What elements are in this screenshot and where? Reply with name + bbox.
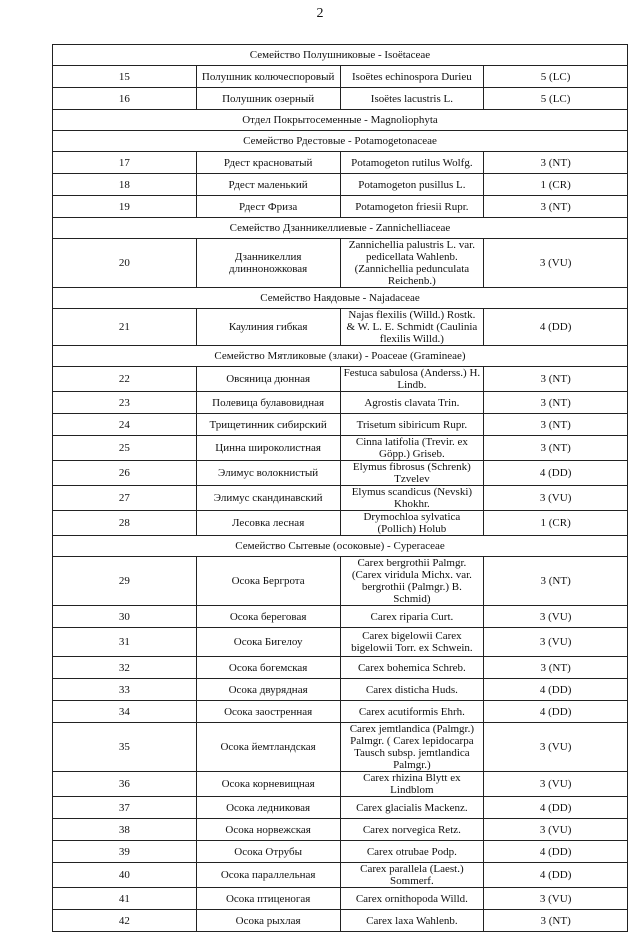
table-row	[53, 628, 628, 657]
table-row	[53, 486, 628, 511]
latin-name: Potamogeton friesii Rupr.	[340, 196, 484, 218]
russian-name: Лесовка лесная	[196, 511, 340, 536]
russian-name: Полевица булавовидная	[196, 392, 340, 414]
category: 3 (NT)	[484, 196, 628, 218]
table-row	[53, 701, 628, 723]
table-row	[53, 461, 628, 486]
row-number: 25	[53, 436, 197, 461]
section-header-row	[53, 110, 628, 131]
section-header-row	[53, 288, 628, 309]
category: 4 (DD)	[484, 679, 628, 701]
row-number: 29	[53, 557, 197, 606]
russian-name: Осока параллельная	[196, 863, 340, 888]
category: 3 (VU)	[484, 239, 628, 288]
section-header-row	[53, 536, 628, 557]
category: 3 (NT)	[484, 557, 628, 606]
latin-name: Zannichellia palustris L. var. pedicellata Wahlenb. (Zannichellia pedunculata Reichenb.)	[340, 239, 484, 288]
row-number: 34	[53, 701, 197, 723]
category: 3 (VU)	[484, 772, 628, 797]
section-title: Семейство Мятликовые (злаки) - Poaceae (Gramineae)	[53, 346, 628, 367]
section-title: Отдел Покрытосеменные - Magnoliophyta	[53, 110, 628, 131]
row-number: 33	[53, 679, 197, 701]
category: 3 (VU)	[484, 606, 628, 628]
russian-name: Рдест красноватый	[196, 152, 340, 174]
russian-name: Осока норвежская	[196, 819, 340, 841]
russian-name: Цинна широколистная	[196, 436, 340, 461]
russian-name: Осока Бергрота	[196, 557, 340, 606]
row-number: 38	[53, 819, 197, 841]
russian-name: Осока ледниковая	[196, 797, 340, 819]
category: 3 (NT)	[484, 910, 628, 932]
latin-name: Carex riparia Curt.	[340, 606, 484, 628]
latin-name: Potamogeton pusillus L.	[340, 174, 484, 196]
category: 3 (VU)	[484, 888, 628, 910]
section-header-row	[53, 45, 628, 66]
table-row	[53, 606, 628, 628]
row-number: 16	[53, 88, 197, 110]
row-number: 24	[53, 414, 197, 436]
latin-name: Carex disticha Huds.	[340, 679, 484, 701]
russian-name: Осока богемская	[196, 657, 340, 679]
category: 3 (VU)	[484, 723, 628, 772]
table-row	[53, 910, 628, 932]
latin-name: Elymus scandicus (Nevski) Khokhr.	[340, 486, 484, 511]
table-row	[53, 196, 628, 218]
table-row	[53, 679, 628, 701]
latin-name: Potamogeton rutilus Wolfg.	[340, 152, 484, 174]
section-header-row	[53, 346, 628, 367]
category: 3 (VU)	[484, 486, 628, 511]
latin-name: Carex laxa Wahlenb.	[340, 910, 484, 932]
russian-name: Рдест Фриза	[196, 196, 340, 218]
russian-name: Трищетинник сибирский	[196, 414, 340, 436]
table-row	[53, 174, 628, 196]
latin-name: Carex bergrothii Palmgr. (Carex viridula Michx. var. bergrothii (Palmgr.) B. Schmid)	[340, 557, 484, 606]
table-row	[53, 888, 628, 910]
russian-name: Осока двурядная	[196, 679, 340, 701]
latin-name: Carex bohemica Schreb.	[340, 657, 484, 679]
table-row	[53, 772, 628, 797]
section-title: Семейство Наядовые - Najadaceae	[53, 288, 628, 309]
category: 4 (DD)	[484, 461, 628, 486]
row-number: 31	[53, 628, 197, 657]
row-number: 40	[53, 863, 197, 888]
row-number: 20	[53, 239, 197, 288]
category: 3 (VU)	[484, 819, 628, 841]
latin-name: Carex ornithopoda Willd.	[340, 888, 484, 910]
latin-name: Carex parallela (Laest.) Sommerf.	[340, 863, 484, 888]
row-number: 15	[53, 66, 197, 88]
russian-name: Элимус волокнистый	[196, 461, 340, 486]
category: 3 (NT)	[484, 657, 628, 679]
category: 4 (DD)	[484, 309, 628, 346]
latin-name: Cinna latifolia (Trevir. ex Göpp.) Griseb.	[340, 436, 484, 461]
russian-name: Полушник колючеспоровый	[196, 66, 340, 88]
category: 4 (DD)	[484, 841, 628, 863]
row-number: 27	[53, 486, 197, 511]
russian-name: Осока птиценогая	[196, 888, 340, 910]
section-title: Семейство Полушниковые - Isoëtaceae	[53, 45, 628, 66]
row-number: 37	[53, 797, 197, 819]
russian-name: Осока рыхлая	[196, 910, 340, 932]
russian-name: Дзанникеллия длинноножковая	[196, 239, 340, 288]
latin-name: Carex rhizina Blytt ex Lindblom	[340, 772, 484, 797]
category: 1 (CR)	[484, 511, 628, 536]
latin-name: Carex glacialis Mackenz.	[340, 797, 484, 819]
table-row	[53, 723, 628, 772]
section-header-row	[53, 218, 628, 239]
row-number: 39	[53, 841, 197, 863]
latin-name: Isoëtes lacustris L.	[340, 88, 484, 110]
latin-name: Trisetum sibiricum Rupr.	[340, 414, 484, 436]
table-row	[53, 392, 628, 414]
latin-name: Carex acutiformis Ehrh.	[340, 701, 484, 723]
latin-name: Isoëtes echinospora Durieu	[340, 66, 484, 88]
russian-name: Элимус скандинавский	[196, 486, 340, 511]
latin-name: Elymus fibrosus (Schrenk) Tzvelev	[340, 461, 484, 486]
table-row	[53, 511, 628, 536]
table-row	[53, 66, 628, 88]
row-number: 32	[53, 657, 197, 679]
table-row	[53, 657, 628, 679]
latin-name: Festuca sabulosa (Anderss.) H. Lindb.	[340, 367, 484, 392]
russian-name: Осока йемтландская	[196, 723, 340, 772]
latin-name: Agrostis clavata Trin.	[340, 392, 484, 414]
latin-name: Carex otrubae Podp.	[340, 841, 484, 863]
table-row	[53, 557, 628, 606]
row-number: 36	[53, 772, 197, 797]
russian-name: Осока заостренная	[196, 701, 340, 723]
row-number: 21	[53, 309, 197, 346]
russian-name: Осока Отрубы	[196, 841, 340, 863]
category: 4 (DD)	[484, 797, 628, 819]
row-number: 30	[53, 606, 197, 628]
section-title: Семейство Сытевые (осоковые) - Cyperaceae	[53, 536, 628, 557]
page-number: 2	[316, 6, 324, 21]
latin-name: Carex norvegica Retz.	[340, 819, 484, 841]
latin-name: Carex bigelowii Carex bigelowii Torr. ex Schwein.	[340, 628, 484, 657]
row-number: 28	[53, 511, 197, 536]
russian-name: Осока береговая	[196, 606, 340, 628]
table-row	[53, 436, 628, 461]
row-number: 22	[53, 367, 197, 392]
table-row	[53, 819, 628, 841]
row-number: 19	[53, 196, 197, 218]
category: 5 (LC)	[484, 88, 628, 110]
table-row	[53, 367, 628, 392]
table-row	[53, 152, 628, 174]
category: 3 (NT)	[484, 367, 628, 392]
category: 3 (VU)	[484, 628, 628, 657]
row-number: 41	[53, 888, 197, 910]
table-row	[53, 797, 628, 819]
table-row	[53, 88, 628, 110]
category: 3 (NT)	[484, 414, 628, 436]
category: 1 (CR)	[484, 174, 628, 196]
table-row	[53, 841, 628, 863]
category: 4 (DD)	[484, 701, 628, 723]
row-number: 23	[53, 392, 197, 414]
russian-name: Полушник озерный	[196, 88, 340, 110]
row-number: 42	[53, 910, 197, 932]
section-header-row	[53, 131, 628, 152]
species-table-body	[53, 45, 628, 932]
row-number: 26	[53, 461, 197, 486]
category: 3 (NT)	[484, 392, 628, 414]
table-row	[53, 414, 628, 436]
species-table	[52, 44, 628, 932]
row-number: 35	[53, 723, 197, 772]
row-number: 17	[53, 152, 197, 174]
russian-name: Осока Бигелоу	[196, 628, 340, 657]
russian-name: Овсяница дюнная	[196, 367, 340, 392]
category: 5 (LC)	[484, 66, 628, 88]
latin-name: Drymochloa sylvatica (Pollich) Holub	[340, 511, 484, 536]
section-title: Семейство Дзанникеллиевые - Zannichelliaceae	[53, 218, 628, 239]
russian-name: Осока корневищная	[196, 772, 340, 797]
row-number: 18	[53, 174, 197, 196]
latin-name: Carex jemtlandica (Palmgr.) Palmgr. ( Carex lepidocarpa Tausch subsp. jemtlandica Palmgr.)	[340, 723, 484, 772]
latin-name: Najas flexilis (Willd.) Rostk. & W. L. E. Schmidt (Caulinia flexilis Willd.)	[340, 309, 484, 346]
section-title: Семейство Рдестовые - Potamogetonaceae	[53, 131, 628, 152]
category: 3 (NT)	[484, 152, 628, 174]
table-row	[53, 863, 628, 888]
table-row	[53, 309, 628, 346]
russian-name: Рдест маленький	[196, 174, 340, 196]
table-row	[53, 239, 628, 288]
russian-name: Каулиния гибкая	[196, 309, 340, 346]
category: 3 (NT)	[484, 436, 628, 461]
category: 4 (DD)	[484, 863, 628, 888]
